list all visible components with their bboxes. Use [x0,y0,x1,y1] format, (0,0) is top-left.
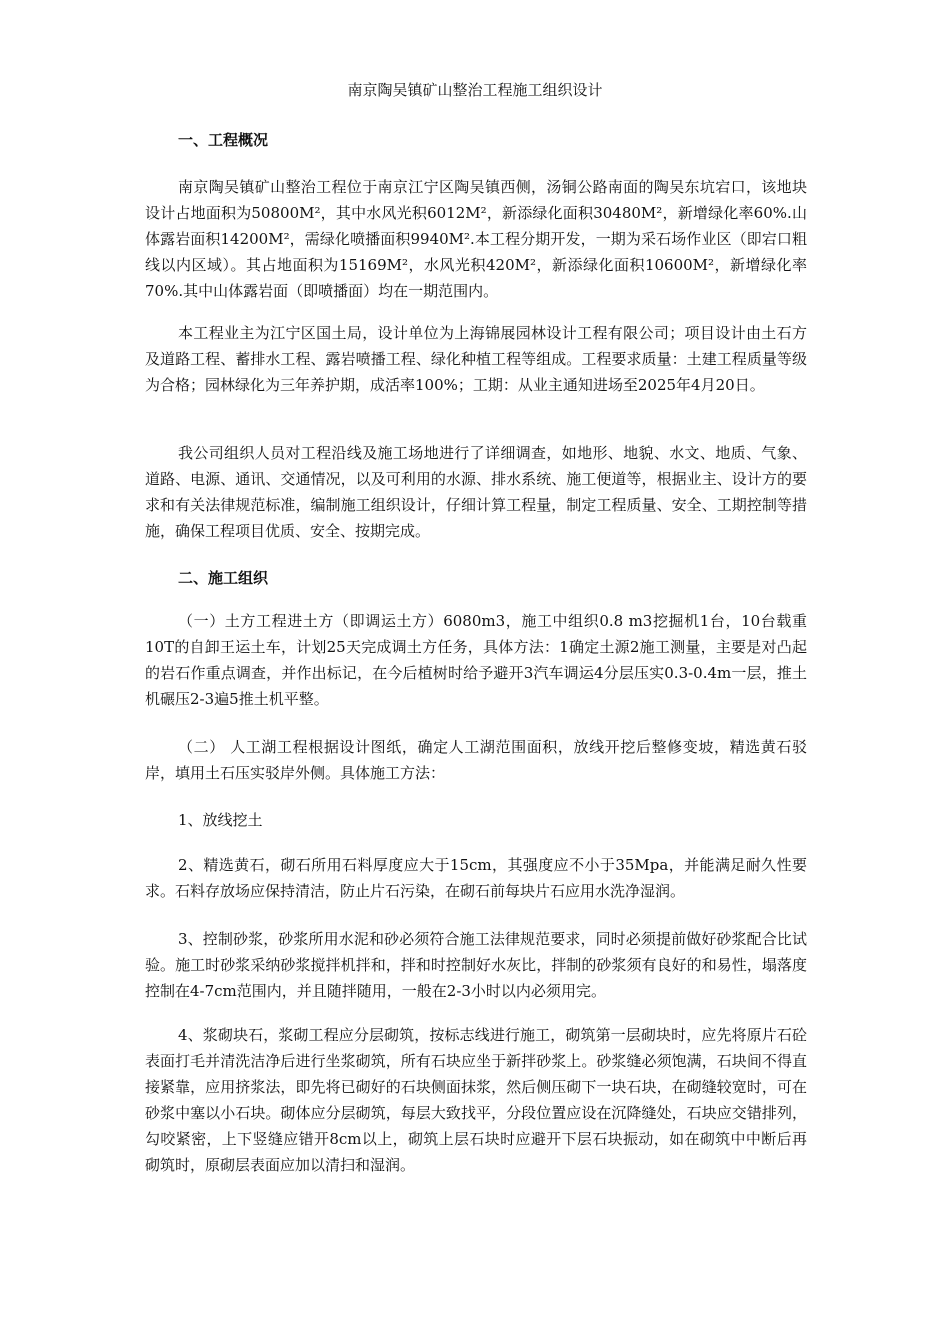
paragraph-mortar: 3、控制砂浆，砂浆所用水泥和砂必须符合施工法律规范要求，同时必须提前做好砂浆配合比试验。施工时砂浆采纳砂浆搅拌机拌和，拌和时控制好水灰比，拌制的砂浆须有良好的和易性，塌落度控制在4-7cm范围内，并且随拌随用，一般在2-3小时以内必须用完。 [145,930,807,1000]
paragraph-earthwork: （一）土方工程进土方（即调运土方）6080m3，施工中组织0.8 m3挖掘机1台，10台载重10T的自卸王运土车，计划25天完成调土方任务，具体方法：1确定土源2施工测量，主要是对凸起的岩石作重点调查，并作出标记，在今后植树时给予避开3汽车调运4分层压实0.3-0.4m一层，推土机碾压2-3遍5推土机平整。 [145,612,807,708]
section-heading-organization: 二、施工组织 [178,569,269,587]
paragraph-masonry: 4、浆砌块石，浆砌工程应分层砌筑，按标志线进行施工，砌筑第一层砌块时，应先将原片石砼表面打毛并清洗洁净后进行坐浆砌筑，所有石块应坐于新拌砂浆上。砂浆缝必须饱满，石块间不得直接紧靠，应用挤浆法，即先将已砌好的石块侧面抹浆，然后侧压砌下一块石块，在砌缝较宽时，可在砂浆中塞以小石块。砌体应分层砌筑，每层大致找平，分段位置应设在沉降缝处，石块应交错排列，勾咬紧密，上下竖缝应错开8cm以上，砌筑上层石块时应避开下层石块振动，如在砌筑中中断后再砌筑时，原砌层表面应加以清扫和湿润。 [145,1026,807,1174]
section-heading-overview: 一、工程概况 [178,131,269,149]
list-item-stakeout: 1、放线挖土 [178,811,263,829]
paragraph-yellow-stone: 2、精选黄石，砌石所用石料厚度应大于15cm，其强度应不小于35Mpa，并能满足耐久性要求。石料存放场应保持清洁，防止片石污染，在砌石前每块片石应用水洗净湿润。 [145,856,807,900]
paragraph-owner-design: 本工程业主为江宁区国土局，设计单位为上海锦展园林设计工程有限公司；项目设计由土石方及道路工程、蓄排水工程、露岩喷播工程、绿化种植工程等组成。工程要求质量：土建工程质量等级为合格；园林绿化为三年养护期，成活率100%；工期：从业主通知进场至2025年4月20日。 [145,324,807,394]
paragraph-project-location: 南京陶吴镇矿山整治工程位于南京江宁区陶吴镇西侧，汤铜公路南面的陶吴东坑宕口，该地块设计占地面积为50800M²，其中水风光积6012M²，新添绿化面积30480M²，新增绿化率60%.山体露岩面积14200M²，需绿化喷播面积9940M².本工程分期开发，一期为采石场作业区（即宕口粗线以内区域）。其占地面积为15169M²，水风光积420M²，新添绿化面积10600M²，新增绿化率70%.其中山体露岩面（即喷播面）均在一期范围内。 [145,178,807,300]
paragraph-artificial-lake: （二） 人工湖工程根据设计图纸，确定人工湖范围面积，放线开挖后整修变坡，精选黄石驳岸，填用土石压实驳岸外侧。具体施工方法： [145,738,807,782]
paragraph-survey: 我公司组织人员对工程沿线及施工场地进行了详细调查，如地形、地貌、水文、地质、气象、道路、电源、通讯、交通情况，以及可利用的水源、排水系统、施工便道等，根据业主、设计方的要求和有关法律规范标准，编制施工组织设计，仔细计算工程量，制定工程质量、安全、工期控制等措施，确保工程项目优质、安全、按期完成。 [145,444,807,540]
document-title: 南京陶吴镇矿山整治工程施工组织设计 [347,81,603,99]
